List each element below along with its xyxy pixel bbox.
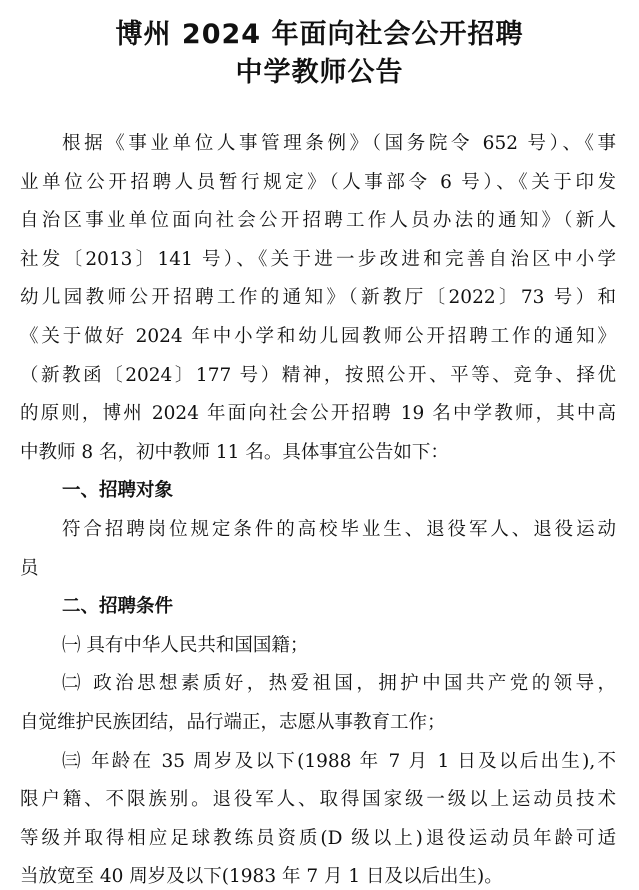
section-heading-recruitment-conditions: 二、招聘条件 — [62, 596, 174, 617]
condition-item-2-line: 自觉维护民族团结，品行端正，志愿从事教育工作； — [20, 712, 446, 733]
condition-item-2-line: ㈡ 政治思想素质好，热爱祖国，拥护中国共产党的领导， — [62, 673, 616, 694]
intro-line: 中教师 8 名，初中教师 11 名。具体事宜公告如下： — [20, 442, 449, 463]
section-text-line: 符合招聘岗位规定条件的高校毕业生、退役军人、退役运动 — [62, 519, 616, 540]
section-heading-recruitment-targets: 一、招聘对象 — [62, 480, 174, 501]
condition-item-1: ㈠ 具有中华人民共和国国籍； — [62, 635, 309, 656]
intro-line: 的原则，博州 2024 年面向社会公开招聘 19 名中学教师，其中高 — [20, 403, 616, 424]
condition-item-3-line: 限户籍、不限族别。退役军人、取得国家级一级以上运动员技术 — [20, 789, 616, 810]
intro-line: 《关于做好 2024 年中小学和幼儿园教师公开招聘工作的通知》 — [20, 326, 616, 347]
condition-item-3-line: 等级并取得相应足球教练员资质(D 级以上)退役运动员年龄可适 — [20, 828, 616, 849]
notice-title-line-1: 博州 2024 年面向社会公开招聘 — [115, 19, 524, 50]
section-text-line: 员 — [20, 558, 39, 579]
intro-line: 自治区事业单位面向社会公开招聘工作人员办法的通知》（新人 — [20, 210, 616, 231]
condition-item-3-line: 当放宽至 40 周岁及以下(1983 年 7 月 1 日及以后出生)。 — [20, 866, 503, 887]
intro-line: 幼儿园教师公开招聘工作的通知》（新教厅〔2022〕73 号）和 — [20, 287, 616, 308]
intro-line: 业单位公开招聘人员暂行规定》（人事部令 6 号）、《关于印发 — [20, 172, 616, 193]
intro-line: 根据《事业单位人事管理条例》（国务院令 652 号）、《事 — [62, 133, 616, 154]
intro-line: （新教函〔2024〕177 号）精神，按照公开、平等、竞争、择优 — [20, 365, 616, 386]
notice-title-line-2: 中学教师公告 — [235, 57, 404, 88]
intro-line: 社发〔2013〕141 号）、《关于进一步改进和完善自治区中小学 — [20, 249, 616, 270]
condition-item-3-line: ㈢ 年龄在 35 周岁及以下(1988 年 7 月 1 日及以后出生),不 — [62, 751, 616, 772]
